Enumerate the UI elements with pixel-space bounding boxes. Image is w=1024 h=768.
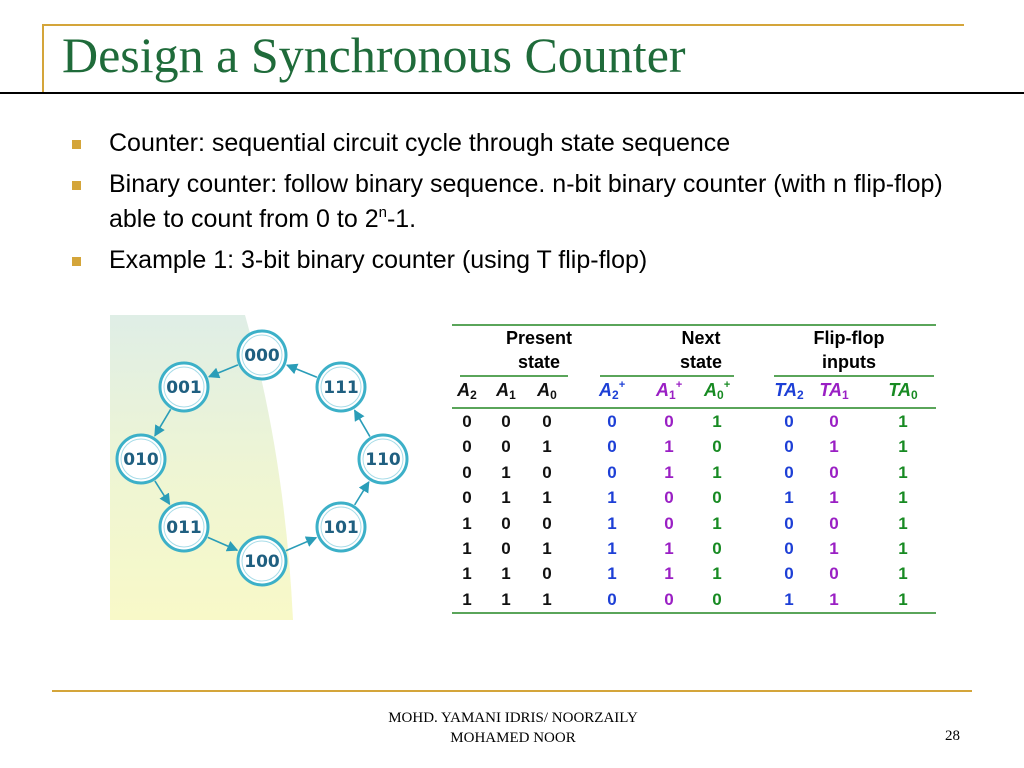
table-cell: 1: [829, 437, 839, 457]
table-cell: 1: [607, 539, 617, 558]
state-node-000: [238, 331, 286, 379]
next-state-header-line1: Next: [681, 328, 721, 348]
table-cell: 1: [501, 462, 511, 482]
column-header-name: A: [598, 380, 612, 400]
table-cell: 1: [607, 564, 617, 584]
footer-author: [320, 708, 706, 748]
table-cell: 1: [712, 564, 722, 584]
table-cell: 1: [501, 589, 511, 609]
table-cell: 1: [542, 437, 552, 457]
column-header-subscript: 1: [841, 388, 849, 402]
bullet-text: Example 1: 3-bit binary counter (using T flip-flop): [109, 246, 648, 274]
column-header-subscript: 2: [796, 388, 804, 402]
table-cell: 0: [664, 412, 674, 431]
slide-title: Design a Synchronous Counter: [62, 27, 686, 83]
column-header: [592, 380, 632, 402]
table-cell: 1: [462, 564, 472, 584]
table-cell: 0: [462, 412, 472, 431]
table-cell: 1: [898, 564, 908, 584]
state-node-label: 111: [323, 378, 359, 398]
table-cell: 0: [829, 412, 839, 431]
column-header: [814, 380, 854, 402]
column-header-subscript: 1: [668, 388, 676, 402]
column-header: [649, 380, 689, 402]
flip-flop-inputs-header-line2: inputs: [822, 352, 876, 372]
table-cell: 1: [501, 564, 511, 584]
footer-author-line2: MOHAMED NOOR: [450, 730, 576, 746]
column-header: [883, 380, 923, 402]
bullet-text: Counter: sequential circuit cycle through state sequence: [109, 129, 731, 157]
next-state-header: [636, 326, 766, 374]
table-cell: 1: [784, 589, 794, 609]
state-node-label: 110: [365, 450, 401, 470]
column-header-name: TA: [819, 380, 842, 400]
bullet-superscript: n: [378, 204, 387, 221]
state-node-111: [317, 363, 365, 411]
state-node-label: 001: [166, 378, 202, 398]
table-cell: 1: [898, 437, 908, 457]
table-cell: 1: [462, 589, 472, 609]
footer-rule: [52, 690, 972, 692]
column-header: [697, 380, 737, 402]
table-cell: 0: [664, 513, 674, 533]
column-header-superscript: +: [618, 379, 626, 391]
table-cell: 0: [784, 412, 794, 431]
table-cell: 0: [712, 539, 722, 558]
table-cell: 0: [829, 564, 839, 584]
table-cell: 0: [784, 437, 794, 457]
state-node-011: [160, 503, 208, 551]
bullet-text: Binary counter: follow binary sequence. n-bit binary counter (with n flip-flop) able to count from 0 to 2: [109, 170, 943, 233]
state-node-label: 100: [244, 552, 280, 572]
table-cell: 0: [501, 437, 511, 457]
table-cell: 0: [462, 488, 472, 508]
table-cell: 1: [501, 488, 511, 508]
next-state-header-line2: state: [679, 352, 723, 372]
table-cell: 1: [664, 564, 674, 584]
present-state-header-line2: state: [517, 352, 561, 372]
table-cell: 1: [898, 412, 908, 431]
state-diagram: [110, 315, 420, 620]
table-cell: 0: [607, 462, 617, 482]
table-cell: 0: [542, 564, 552, 584]
table-cell: 1: [784, 488, 794, 508]
transition-arrow-101-to-110: [355, 482, 369, 505]
present-state-header-line1: Present: [505, 328, 573, 348]
state-node-100: [238, 537, 286, 585]
transition-arrow-110-to-111: [355, 410, 370, 436]
state-node-label: 010: [123, 450, 159, 470]
column-header: [527, 380, 567, 402]
column-header: [447, 380, 487, 402]
column-header: [486, 380, 526, 402]
bullet-square-icon: [72, 257, 81, 266]
column-header-name: A: [457, 380, 471, 400]
state-node-label: 011: [166, 518, 202, 538]
present-state-rule: [460, 375, 568, 377]
table-cell: 1: [664, 539, 674, 558]
title-underline: [0, 92, 1024, 94]
table-cell: 0: [542, 412, 552, 431]
column-header: [769, 380, 809, 402]
state-node-010: [117, 435, 165, 483]
table-cell: 1: [542, 589, 552, 609]
title-frame-left-line: [42, 24, 44, 94]
table-cell: 0: [712, 589, 722, 609]
table-cell: 1: [898, 488, 908, 508]
table-cell: 0: [607, 589, 617, 609]
column-header-name: A: [537, 380, 551, 400]
table-cell: 1: [898, 539, 908, 558]
state-node-label: 000: [244, 346, 280, 366]
truth-table: [444, 320, 934, 615]
column-header-name: A: [655, 380, 669, 400]
column-header-name: A: [703, 380, 717, 400]
bullet-item: [72, 126, 972, 161]
bullet-item: [72, 167, 972, 237]
header-bottom-rule: [452, 407, 936, 409]
table-cell: 1: [712, 513, 722, 533]
table-cell: 1: [542, 539, 552, 558]
column-header-name: TA: [888, 380, 911, 400]
table-cell: 1: [712, 412, 722, 431]
table-cell: 1: [664, 462, 674, 482]
page-number: 28: [945, 728, 960, 744]
table-cell: 0: [829, 462, 839, 482]
column-header-subscript: 0: [716, 388, 724, 402]
table-cell: 1: [462, 539, 472, 558]
table-cell: 0: [829, 513, 839, 533]
table-cell: 0: [712, 437, 722, 457]
flip-flop-inputs-header: [784, 326, 914, 374]
table-cell: 1: [898, 462, 908, 482]
table-cell: 1: [898, 589, 908, 609]
table-cell: 0: [664, 488, 674, 508]
flip-flop-inputs-rule: [774, 375, 934, 377]
column-header-name: TA: [774, 380, 797, 400]
table-cell: 1: [462, 513, 472, 533]
column-header-subscript: 2: [611, 388, 619, 402]
column-header-subscript: 1: [509, 388, 516, 402]
table-cell: 0: [462, 462, 472, 482]
table-cell: 0: [607, 437, 617, 457]
table-cell: 0: [784, 462, 794, 482]
table-bottom-rule: [452, 612, 936, 614]
table-cell: 0: [501, 513, 511, 533]
next-state-rule: [600, 375, 734, 377]
table-cell: 1: [607, 488, 617, 508]
table-cell: 1: [829, 488, 839, 508]
transition-arrow-100-to-101: [286, 538, 316, 551]
table-cell: 0: [784, 513, 794, 533]
bullet-list: [72, 126, 972, 284]
bullet-item: [72, 243, 972, 278]
column-header-superscript: +: [723, 379, 731, 391]
column-header-superscript: +: [675, 379, 683, 391]
table-cell: 1: [664, 437, 674, 457]
table-cell: 1: [829, 589, 839, 609]
column-header-subscript: 0: [910, 388, 918, 402]
table-cell: 1: [898, 513, 908, 533]
table-cell: 0: [462, 437, 472, 457]
present-state-header: [474, 326, 604, 374]
table-cell: 0: [712, 488, 722, 508]
table-cell: 1: [607, 513, 617, 533]
state-node-110: [359, 435, 407, 483]
table-cell: 0: [664, 589, 674, 609]
table-cell: 0: [542, 462, 552, 482]
state-node-001: [160, 363, 208, 411]
flip-flop-inputs-header-line1: Flip-flop: [813, 328, 885, 348]
bullet-square-icon: [72, 181, 81, 190]
transition-arrow-111-to-000: [287, 365, 317, 377]
footer-author-line1: MOHD. YAMANI IDRIS/ NOORZAILY: [388, 710, 638, 726]
table-cell: 1: [542, 488, 552, 508]
table-cell: 1: [712, 462, 722, 482]
table-cell: 1: [829, 539, 839, 558]
table-cell: 0: [542, 513, 552, 533]
table-cell: 0: [784, 564, 794, 584]
column-header-name: A: [496, 380, 510, 400]
bullet-square-icon: [72, 140, 81, 149]
table-cell: 0: [784, 539, 794, 558]
table-cell: 0: [501, 539, 511, 558]
state-node-label: 101: [323, 518, 359, 538]
column-header-subscript: 2: [470, 388, 477, 402]
table-cell: 0: [607, 412, 617, 431]
table-cell: 0: [501, 412, 511, 431]
state-node-101: [317, 503, 365, 551]
column-header-subscript: 0: [550, 388, 557, 402]
bullet-text-after: -1.: [386, 205, 417, 233]
